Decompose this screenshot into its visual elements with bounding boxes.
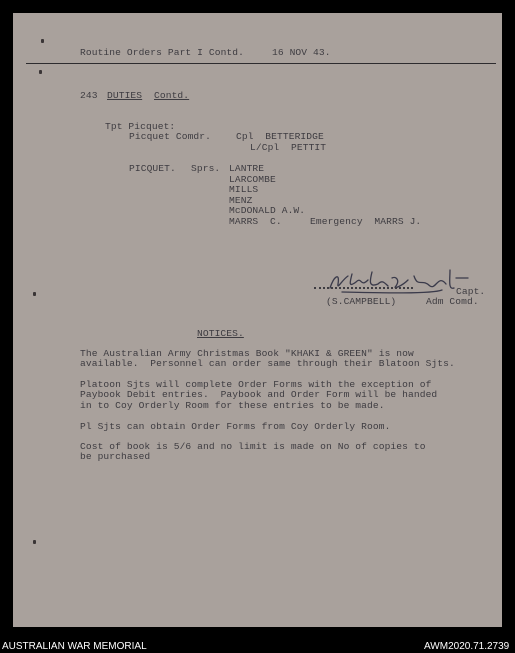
document-date: 16 NOV 43. bbox=[272, 47, 331, 58]
footer-accession-number: AWM2020.71.2739 bbox=[424, 641, 510, 652]
section-contd: Contd. bbox=[154, 90, 190, 101]
notice-line: in to Coy Orderly Room for these entries to be made. bbox=[80, 400, 385, 411]
section-heading: DUTIES bbox=[107, 90, 143, 101]
signatory-role: Adm Comd. bbox=[426, 296, 479, 307]
picquet-name: MILLS bbox=[229, 184, 259, 195]
notice-line: The Australian Army Christmas Book "KHAKI & GREEN" is now bbox=[80, 348, 414, 359]
notice-line: Pl Sjts can obtain Order Forms from Coy Orderly Room. bbox=[80, 421, 391, 432]
picquet-label: PICQUET. bbox=[129, 163, 176, 174]
signature-dotted-line bbox=[314, 287, 413, 289]
picquet-name: McDONALD A.W. bbox=[229, 205, 306, 216]
document-page bbox=[13, 13, 502, 627]
signatory-name: (S.CAMPBELL) bbox=[326, 296, 397, 307]
picquet-commander: Cpl BETTERIDGE bbox=[236, 131, 324, 142]
picquet-commander-label: Picquet Comdr. bbox=[129, 131, 212, 142]
notice-line: available. Personnel can order same through their Blatoon Sjts. bbox=[80, 358, 455, 369]
picquet-second: L/Cpl PETTIT bbox=[250, 142, 327, 153]
picquet-emergency: Emergency MARRS J. bbox=[310, 216, 422, 227]
notice-line: be purchased bbox=[80, 451, 151, 462]
signature-rank: Capt. bbox=[456, 286, 486, 297]
picquet-name: MENZ bbox=[229, 195, 253, 206]
picquet-name: LANTRE bbox=[229, 163, 265, 174]
document-title: Routine Orders Part I Contd. bbox=[80, 47, 245, 58]
picquet-name: MARRS C. bbox=[229, 216, 282, 227]
footer-source: AUSTRALIAN WAR MEMORIAL bbox=[2, 641, 147, 652]
tpt-picquet-label: Tpt Picquet: bbox=[105, 121, 176, 132]
header-rule bbox=[26, 63, 496, 64]
punch-hole bbox=[39, 70, 42, 74]
notice-line: Cost of book is 5/6 and no limit is made on No of copies to bbox=[80, 441, 426, 452]
notice-line: Paybook Debit entries. Paybook and Order Form will be handed bbox=[80, 389, 438, 400]
punch-hole bbox=[33, 540, 36, 544]
punch-hole bbox=[41, 39, 44, 43]
picquet-rank: Sprs. bbox=[191, 163, 221, 174]
punch-hole bbox=[33, 292, 36, 296]
notices-heading: NOTICES. bbox=[197, 328, 244, 339]
section-number: 243 bbox=[80, 90, 98, 101]
picquet-name: LARCOMBE bbox=[229, 174, 276, 185]
notice-line: Platoon Sjts will complete Order Forms with the exception of bbox=[80, 379, 432, 390]
